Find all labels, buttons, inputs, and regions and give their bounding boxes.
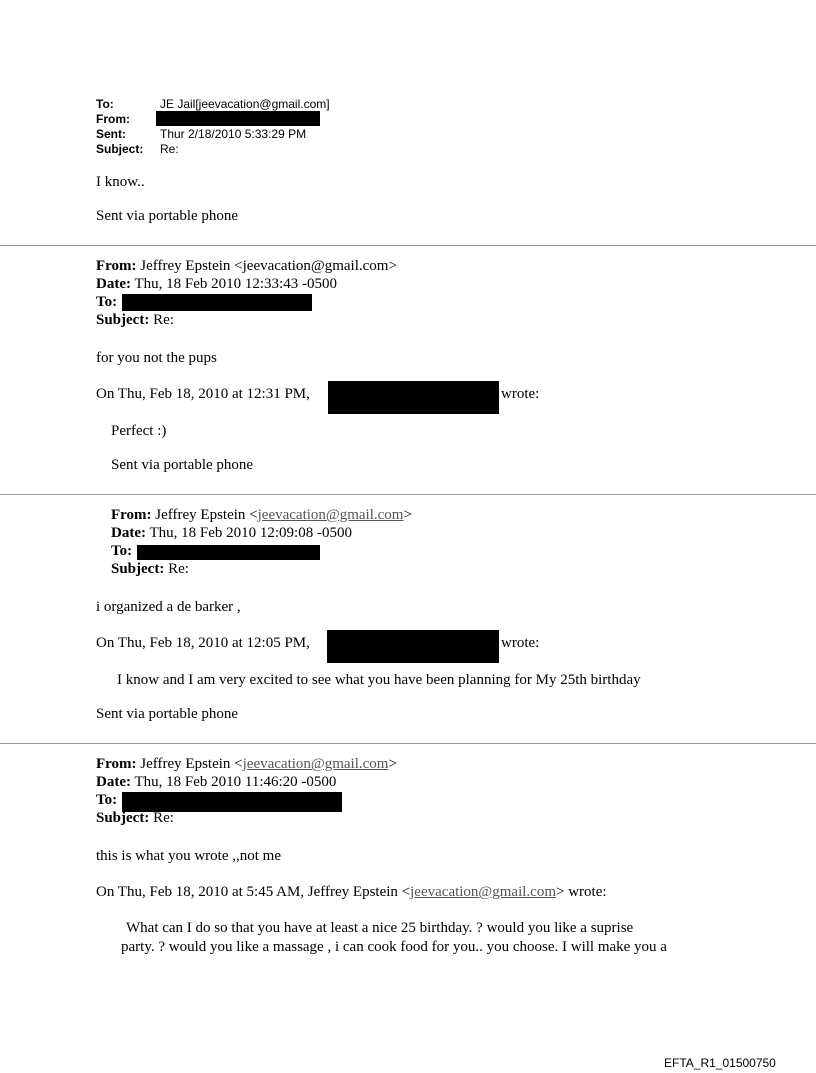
- top-sent-value: Thur 2/18/2010 5:33:29 PM: [160, 127, 307, 141]
- divider: [0, 245, 816, 246]
- msg2-quote-wrote: wrote:: [501, 635, 540, 651]
- top-to-label: To:: [96, 97, 114, 111]
- msg3-to-label: To:: [96, 792, 118, 808]
- msg2-to-label: To:: [111, 543, 133, 559]
- msg3-from-label: From:: [96, 756, 137, 772]
- msg2-date-label: Date:: [111, 525, 146, 541]
- bates-number: EFTA_R1_01500750: [664, 1056, 776, 1070]
- msg3-from-name: Jeffrey Epstein <: [136, 756, 243, 772]
- redaction-box: [137, 545, 320, 560]
- msg2-quote-line1: I know and I am very excited to see what you have been planning for My 25th birthday: [117, 672, 641, 688]
- msg2-subject-label: Subject:: [111, 561, 165, 577]
- top-subject-value: Re:: [160, 142, 179, 156]
- msg2-body: i organized a de barker ,: [96, 599, 241, 615]
- msg3-email-link[interactable]: jeevacation@gmail.com: [242, 756, 389, 772]
- msg2-email-link[interactable]: jeevacation@gmail.com: [257, 507, 404, 523]
- msg3-quote-intro: On Thu, Feb 18, 2010 at 5:45 AM, Jeffrey Epstein <: [96, 884, 411, 900]
- msg1-date-line: [96, 276, 337, 293]
- msg2-subject-line: [111, 561, 189, 578]
- redaction-box: [156, 111, 320, 126]
- msg1-to-label: To:: [96, 294, 118, 310]
- msg3-body: this is what you wrote ,,not me: [96, 848, 281, 864]
- msg1-quote-intro: On Thu, Feb 18, 2010 at 12:31 PM,: [96, 386, 310, 402]
- top-subject-label: Subject:: [96, 142, 144, 156]
- divider: [0, 743, 816, 744]
- msg3-from-line: [96, 756, 397, 773]
- msg1-quote-line1: Perfect :): [111, 423, 167, 439]
- top-sent-label: Sent:: [96, 127, 126, 141]
- msg2-sent-via: Sent via portable phone: [96, 706, 239, 722]
- msg2-date-line: [111, 525, 352, 542]
- msg1-date-value: Thu, 18 Feb 2010 12:33:43 -0500: [130, 276, 337, 292]
- redaction-box: [122, 294, 312, 311]
- msg3-subject-label: Subject:: [96, 810, 150, 826]
- msg3-subject-line: [96, 810, 174, 827]
- msg3-quote-line1: What can I do so that you have at least a nice 25 birthday. ? would you like a suprise: [126, 920, 634, 936]
- redaction-box: [122, 792, 342, 812]
- top-from-label: From:: [96, 112, 130, 126]
- msg3-subject-value: Re:: [149, 810, 174, 826]
- msg1-subject-value: Re:: [149, 312, 174, 328]
- divider: [0, 494, 816, 495]
- msg2-from-label: From:: [111, 507, 152, 523]
- msg3-quote-wrote: > wrote:: [555, 884, 607, 900]
- msg1-quote-wrote: wrote:: [501, 386, 540, 402]
- msg1-from-line: [96, 258, 397, 275]
- msg2-subject-value: Re:: [164, 561, 189, 577]
- top-body-line1: I know..: [96, 174, 145, 190]
- redaction-box: [327, 630, 499, 663]
- msg1-date-label: Date:: [96, 276, 131, 292]
- msg2-from-line: [111, 507, 412, 524]
- msg3-quote-intro-line: [96, 884, 607, 901]
- msg1-from-value: Jeffrey Epstein <jeevacation@gmail.com>: [136, 258, 397, 274]
- msg1-quote-line2: Sent via portable phone: [111, 457, 254, 473]
- top-body-line2: Sent via portable phone: [96, 208, 239, 224]
- msg3-date-line: [96, 774, 336, 791]
- msg1-subject-label: Subject:: [96, 312, 150, 328]
- msg2-quote-intro: On Thu, Feb 18, 2010 at 12:05 PM,: [96, 635, 310, 651]
- msg3-quote-line2: party. ? would you like a massage , i can cook food for you.. you choose. I will make you a: [121, 939, 667, 955]
- msg2-date-value: Thu, 18 Feb 2010 12:09:08 -0500: [145, 525, 352, 541]
- msg2-from-close: >: [403, 507, 412, 523]
- top-to-value: JE Jail[jeevacation@gmail.com]: [160, 97, 330, 111]
- msg1-body: for you not the pups: [96, 350, 217, 366]
- msg1-from-label: From:: [96, 258, 137, 274]
- msg1-subject-line: [96, 312, 174, 329]
- msg2-from-name: Jeffrey Epstein <: [151, 507, 258, 523]
- msg3-quote-email-link[interactable]: jeevacation@gmail.com: [410, 884, 556, 900]
- msg3-from-close: >: [388, 756, 397, 772]
- msg3-date-label: Date:: [96, 774, 131, 790]
- msg3-date-value: Thu, 18 Feb 2010 11:46:20 -0500: [130, 774, 337, 790]
- redaction-box: [328, 381, 499, 414]
